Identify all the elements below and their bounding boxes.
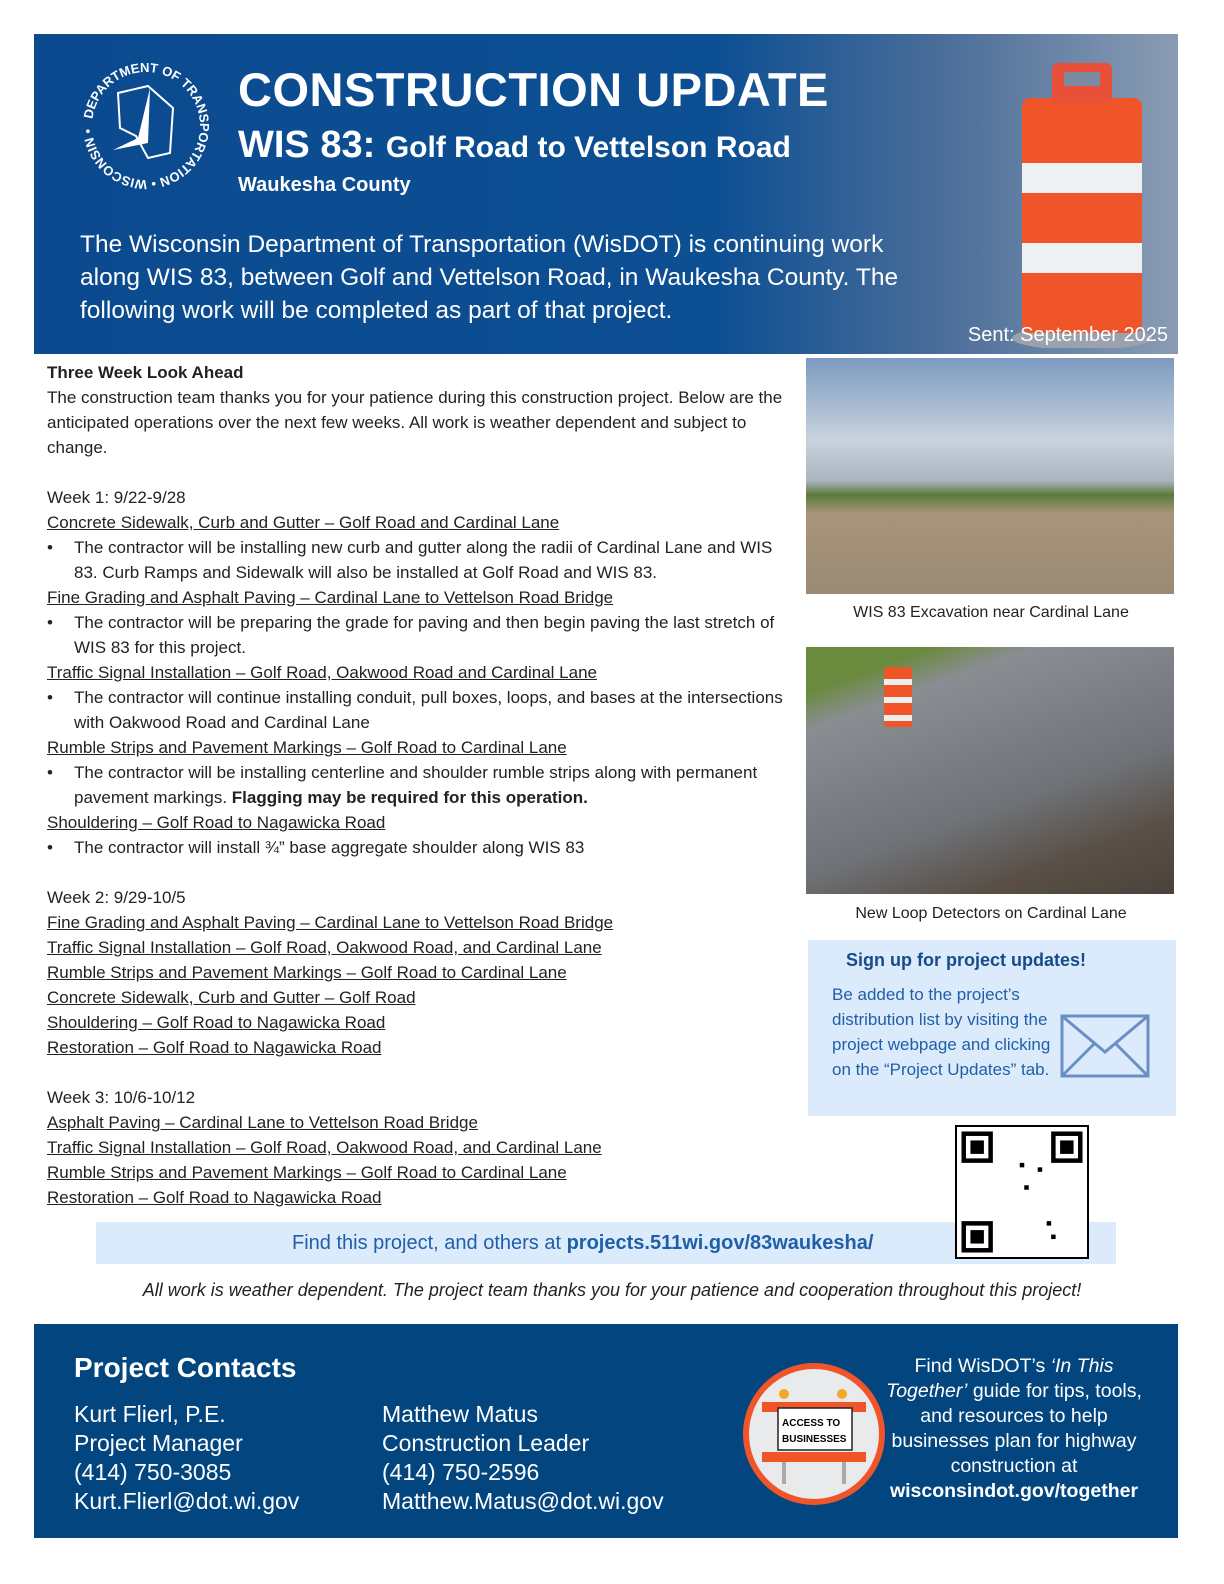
work-item-title: Traffic Signal Installation – Golf Road, Oakwood Road, and Cardinal Lane: [47, 938, 602, 957]
work-item-detail: • The contractor will be installing new curb and gutter along the radii of Cardinal Lane and WIS 83. Curb Ramps and Sidewalk will also be installed at Golf Road and WIS 83.: [47, 535, 797, 585]
guide-url-link[interactable]: wisconsindot.gov/together: [889, 1480, 1139, 1502]
work-item-detail: [47, 760, 797, 810]
intro-text: The Wisconsin Department of Transportation (WisDOT) is continuing work along WIS 83, between Golf and Vettelson Road, in Waukesha County. The following work will be completed as part of that project.: [80, 231, 899, 324]
work-item-title: Restoration – Golf Road to Nagawicka Road: [47, 1188, 382, 1207]
contact-name: Matthew Matus: [382, 1401, 538, 1427]
svg-text:ACCESS TO: ACCESS TO: [782, 1418, 841, 1429]
svg-text:BUSINESSES: BUSINESSES: [782, 1434, 847, 1445]
week-label: Week 1: 9/22-9/28: [47, 488, 186, 507]
work-item-title: Traffic Signal Installation – Golf Road, Oakwood Road, and Cardinal Lane: [47, 1138, 602, 1157]
route-title: [238, 124, 791, 167]
project-url-link[interactable]: projects.511wi.gov/83waukesha/: [566, 1232, 874, 1254]
contact-card: [382, 1400, 664, 1516]
week-label: Week 3: 10/6-10/12: [47, 1088, 196, 1107]
work-item-detail: • The contractor will be preparing the grade for paving and then begin paving the last stretch of WIS 83 for this project.: [47, 610, 797, 660]
contact-role: Project Manager: [74, 1430, 243, 1456]
guide-pre: Find WisDOT’s: [914, 1355, 1051, 1377]
contacts-heading: Project Contacts: [74, 1352, 297, 1383]
section-heading: Three Week Look Ahead: [47, 363, 244, 382]
contact-card: [74, 1400, 299, 1516]
svg-text:DEPARTMENT OF TRANSPORTATION •: DEPARTMENT OF TRANSPORTATION • WISCONSIN •: [80, 59, 213, 193]
wisdot-seal-logo: [78, 58, 214, 194]
work-item-title: Rumble Strips and Pavement Markings – Golf Road to Cardinal Lane: [47, 738, 567, 757]
work-item-title: Traffic Signal Installation – Golf Road, Oakwood Road and Cardinal Lane: [47, 663, 597, 682]
contact-role: Construction Leader: [382, 1430, 590, 1456]
route-segment: Golf Road to Vettelson Road: [385, 131, 791, 164]
excavation-photo: [806, 358, 1174, 594]
signup-box: [808, 940, 1176, 1116]
contact-email[interactable]: Matthew.Matus@dot.wi.gov: [382, 1488, 664, 1514]
county: Waukesha County: [238, 174, 411, 196]
access-to-businesses-badge: [742, 1362, 886, 1506]
work-item-title: Fine Grading and Asphalt Paving – Cardinal Lane to Vettelson Road Bridge: [47, 913, 614, 932]
section-intro: The construction team thanks you for your patience during this construction project. Below are the anticipated operations over the next few weeks. All work is weather dependent and subject to change.: [47, 388, 783, 457]
guide-title: ‘In This Together’: [886, 1355, 1114, 1402]
signup-heading: Sign up for project updates!: [846, 950, 1087, 970]
work-item-detail: • The contractor will continue installing conduit, pull boxes, loops, and bases at the intersections with Oakwood Road and Cardinal Lane: [47, 685, 797, 735]
loop-detectors-photo: [806, 647, 1174, 894]
contact-phone[interactable]: (414) 750-2596: [382, 1459, 540, 1485]
footer-contacts: [34, 1324, 1178, 1538]
construction-barrel-image: [1012, 58, 1152, 348]
thanks-note: All work is weather dependent. The project team thanks you for your patience and cooperation throughout this project!: [142, 1280, 1082, 1300]
work-item-title: Fine Grading and Asphalt Paving – Cardinal Lane to Vettelson Road Bridge: [47, 588, 614, 607]
find-text: Find this project, and others at: [292, 1232, 567, 1254]
header-banner: [34, 34, 1178, 354]
photo-caption: New Loop Detectors on Cardinal Lane: [855, 905, 1127, 922]
sent-date: Sent: September 2025: [967, 324, 1168, 346]
work-item-title: Concrete Sidewalk, Curb and Gutter – Golf Road: [47, 988, 416, 1007]
contact-email[interactable]: Kurt.Flierl@dot.wi.gov: [74, 1488, 300, 1514]
route-number: WIS 83:: [238, 124, 376, 166]
flagging-note: Flagging may be required for this operation.: [231, 788, 588, 807]
envelope-icon: [1060, 1014, 1150, 1078]
contact-name: Kurt Flierl, P.E.: [74, 1401, 226, 1427]
guide-post: guide for tips, tools, and resources to help businesses plan for highway construction at: [891, 1380, 1142, 1477]
detail-text: The contractor will be installing centerline and shoulder rumble strips along with permanent pavement markings.: [74, 763, 758, 807]
work-item-title: Shouldering – Golf Road to Nagawicka Road: [47, 1013, 386, 1032]
work-item-title: Rumble Strips and Pavement Markings – Golf Road to Cardinal Lane: [47, 963, 567, 982]
work-item-detail: • The contractor will install ¾” base aggregate shoulder along WIS 83: [47, 835, 797, 860]
page-title: CONSTRUCTION UPDATE: [238, 63, 829, 116]
three-week-look-ahead: [47, 360, 797, 1210]
photo-caption: WIS 83 Excavation near Cardinal Lane: [853, 604, 1129, 621]
signup-text: Be added to the project’s distribution list by visiting the project webpage and clicking on the “Project Updates” tab.: [832, 985, 1051, 1079]
work-item-title: Restoration – Golf Road to Nagawicka Road: [47, 1038, 382, 1057]
qr-code[interactable]: [955, 1125, 1089, 1259]
work-item-title: Rumble Strips and Pavement Markings – Golf Road to Cardinal Lane: [47, 1163, 567, 1182]
week-label: Week 2: 9/29-10/5: [47, 888, 186, 907]
work-item-title: Shouldering – Golf Road to Nagawicka Road: [47, 813, 386, 832]
work-item-title: Asphalt Paving – Cardinal Lane to Vettelson Road Bridge: [47, 1113, 478, 1132]
contact-phone[interactable]: (414) 750-3085: [74, 1459, 232, 1485]
guide-text: [874, 1354, 1154, 1504]
work-item-title: Concrete Sidewalk, Curb and Gutter – Golf Road and Cardinal Lane: [47, 513, 560, 532]
orange-barrel: [884, 667, 912, 727]
